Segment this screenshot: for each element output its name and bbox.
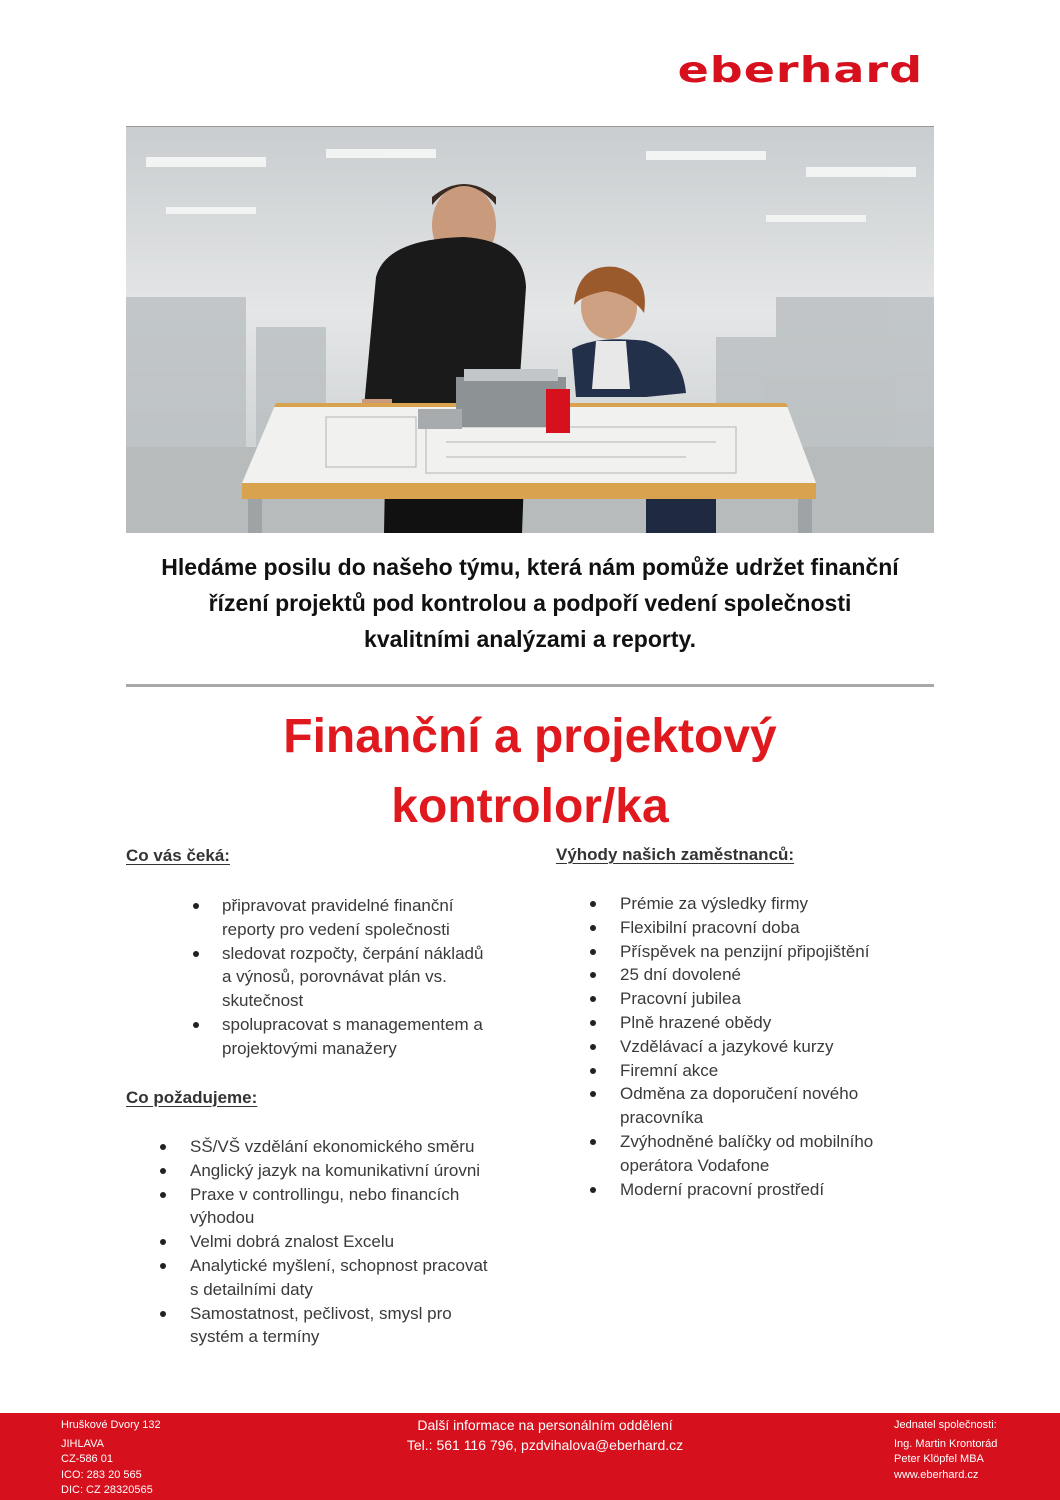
list-item: [620, 892, 910, 916]
intro-line: kvalitními analýzami a reporty.: [364, 626, 696, 652]
intro-line: řízení projektů pod kontrolou a podpoří vedení společnosti: [208, 590, 852, 616]
list-item-line: s detailními daty: [190, 1279, 313, 1299]
list-item-line: spolupracovat s managementem a: [222, 1014, 483, 1034]
footer-address-line: JIHLAVA: [61, 1438, 104, 1451]
list-item: [620, 1130, 910, 1178]
list-item: [222, 1013, 512, 1061]
footer-management-line: Ing. Martin Krontorád: [894, 1438, 998, 1451]
eberhard-logo: eberhard: [677, 48, 923, 91]
footer-address: [61, 1418, 161, 1498]
list-item-line: skutečnost: [222, 991, 304, 1011]
list-item: [190, 1254, 510, 1302]
list-item-line: Plně hrazené obědy: [620, 1012, 772, 1032]
list-item-line: reporty pro vedení společnosti: [222, 919, 450, 939]
footer-address-line: CZ-586 01: [61, 1453, 113, 1466]
list-item: [190, 1183, 510, 1231]
list-item-line: Vzdělávací a jazykové kurzy: [620, 1036, 834, 1056]
list-item: [620, 1011, 910, 1035]
list-item-line: Velmi dobrá znalost Excelu: [190, 1232, 395, 1252]
footer-contact: [380, 1415, 710, 1455]
footer: [0, 1413, 1060, 1500]
list-item: [190, 1230, 510, 1254]
section-heading-vyhody: Výhody našich zaměstnanců:: [556, 845, 795, 864]
workshop-illustration: [126, 127, 934, 533]
list-item: [190, 1135, 510, 1159]
section-heading-co-vas-ceka: Co vás čeká:: [126, 846, 230, 865]
list-item-line: výhodou: [190, 1208, 255, 1228]
job-title-line: kontrolor/ka: [391, 780, 669, 833]
footer-management-line: Peter Klöpfel MBA: [894, 1453, 984, 1466]
footer-address-line: ICO: 283 20 565: [61, 1468, 142, 1481]
list-item-line: sledovat rozpočty, čerpání nákladů: [222, 943, 484, 963]
job-title-line: Finanční a projektový: [283, 710, 777, 763]
list-item-line: Firemní akce: [620, 1060, 719, 1080]
intro-line: Hledáme posilu do našeho týmu, která nám pomůže udržet finanční: [161, 554, 899, 580]
benefits-list: [620, 892, 910, 1201]
footer-management-line: Jednatel společnosti:: [894, 1419, 997, 1431]
list-item: [620, 916, 910, 940]
list-item-line: 25 dní dovolené: [620, 965, 741, 985]
footer-management: [894, 1418, 997, 1483]
footer-contact-line: Další informace na personálním oddělení: [417, 1417, 673, 1433]
list-item-line: Odměna za doporučení nového: [620, 1084, 859, 1104]
list-item: [620, 1059, 910, 1083]
requirements-list: [190, 1135, 510, 1349]
list-item: [222, 942, 512, 1013]
footer-website: www.eberhard.cz: [894, 1468, 979, 1481]
list-item: [620, 987, 910, 1011]
list-item-line: operátora Vodafone: [620, 1155, 770, 1175]
list-item-line: Zvýhodněné balíčky od mobilního: [620, 1131, 874, 1151]
list-item-line: Flexibilní pracovní doba: [620, 917, 800, 937]
section-heading-co-pozadujeme: Co požadujeme:: [126, 1088, 258, 1107]
list-item: [222, 894, 512, 942]
list-item: [190, 1302, 510, 1350]
intro-text: [110, 549, 950, 657]
list-item-line: Anglický jazyk na komunikativní úrovni: [190, 1160, 481, 1180]
list-item-line: a výnosů, porovnávat plán vs.: [222, 967, 447, 987]
footer-address-line: DIC: CZ 28320565: [61, 1483, 153, 1496]
list-item: [620, 1178, 910, 1202]
responsibilities-list: [222, 894, 512, 1061]
list-item: [620, 1082, 910, 1130]
list-item-line: připravovat pravidelné finanční: [222, 896, 454, 915]
list-item-line: Pracovní jubilea: [620, 989, 741, 1009]
hero-photo: [126, 126, 934, 533]
list-item: [620, 1035, 910, 1059]
list-item-line: Prémie za výsledky firmy: [620, 894, 808, 913]
footer-contact-line: Tel.: 561 116 796, pzdvihalova@eberhard.cz: [406, 1437, 684, 1453]
list-item-line: SŠ/VŠ vzdělání ekonomického směru: [190, 1137, 475, 1156]
list-item-line: Praxe v controllingu, nebo financích: [190, 1184, 460, 1204]
list-item: [620, 940, 910, 964]
list-item-line: Samostatnost, pečlivost, smysl pro: [190, 1303, 452, 1323]
list-item-line: Příspěvek na penzijní připojištění: [620, 941, 870, 961]
list-item-line: Moderní pracovní prostředí: [620, 1179, 825, 1199]
list-item-line: systém a termíny: [190, 1327, 320, 1347]
list-item-line: pracovníka: [620, 1108, 704, 1128]
job-title: [80, 702, 980, 842]
list-item: [620, 963, 910, 987]
divider: [126, 684, 934, 687]
list-item: [190, 1159, 510, 1183]
list-item-line: projektovými manažery: [222, 1038, 397, 1058]
list-item-line: Analytické myšlení, schopnost pracovat: [190, 1255, 488, 1275]
footer-address-line: Hruškové Dvory 132: [61, 1419, 161, 1431]
